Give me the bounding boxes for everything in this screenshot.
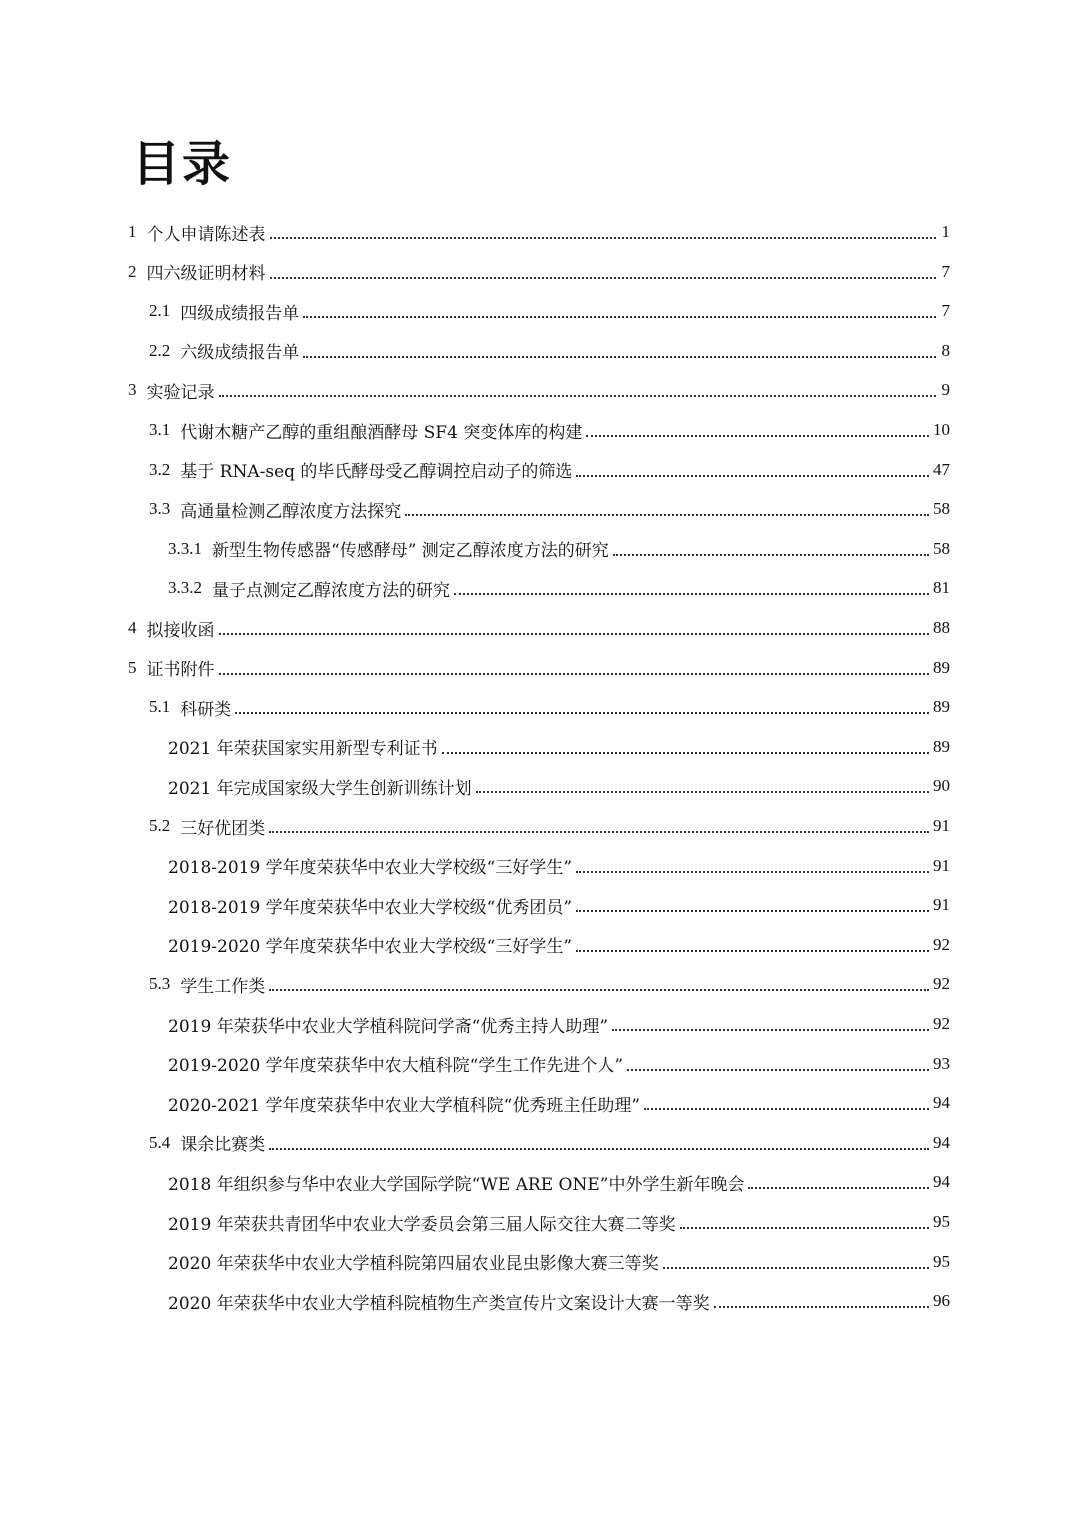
toc-dot-leader <box>269 831 929 833</box>
toc-entry[interactable] <box>168 1004 950 1044</box>
toc-dot-leader <box>269 989 929 991</box>
toc-entry-page-number: 88 <box>933 618 950 637</box>
toc-entry-label: 2020 年荣获华中农业大学植科院第四届农业昆虫影像大赛三等奖 <box>168 1254 659 1275</box>
toc-entry[interactable] <box>149 331 950 371</box>
toc-entry-page-number: 95 <box>933 1212 950 1231</box>
toc-entry-label: 2019 年荣获华中农业大学植科院问学斋“优秀主持人助理” <box>168 1016 609 1037</box>
toc-entry[interactable] <box>149 291 950 331</box>
toc-entry[interactable] <box>128 608 950 648</box>
toc-entry-number: 5.1 <box>149 697 171 717</box>
toc-entry-page-number: 92 <box>933 1014 950 1033</box>
toc-entry-number: 3.3.1 <box>168 538 202 558</box>
toc-entry-number: 2.2 <box>149 340 171 360</box>
toc-entry-number: 4 <box>128 618 137 637</box>
toc-dot-leader <box>476 791 929 793</box>
toc-entry-page-number: 94 <box>933 1172 950 1192</box>
toc-entry-number: 1 <box>128 222 137 241</box>
toc-entry-page-number: 58 <box>933 499 950 519</box>
toc-entry-page-number: 7 <box>941 301 950 321</box>
toc-entry-number: 3.3 <box>149 499 171 519</box>
toc-entry[interactable] <box>168 885 950 925</box>
toc-entry-page-number: 92 <box>933 974 950 994</box>
toc-dot-leader <box>219 395 937 397</box>
toc-dot-leader <box>219 673 930 675</box>
toc-entry-page-number: 81 <box>933 578 950 598</box>
toc-entry-page-number: 7 <box>941 261 950 281</box>
toc-entry[interactable] <box>168 766 950 806</box>
toc-dot-leader <box>680 1227 929 1229</box>
toc-entry-label: 拟接收函 <box>146 620 215 641</box>
toc-entry-number: 5.4 <box>149 1132 171 1152</box>
toc-entry[interactable] <box>168 1083 950 1123</box>
toc-dot-leader <box>612 1029 929 1031</box>
toc-entry[interactable] <box>168 1162 950 1202</box>
toc-entry-label: 代谢木糖产乙醇的重组酿酒酵母 SF4 突变体库的构建 <box>180 422 583 443</box>
toc-entry-number: 3 <box>128 380 137 400</box>
toc-entry-label: 量子点测定乙醇浓度方法的研究 <box>212 580 450 601</box>
toc-dot-leader <box>270 277 937 279</box>
toc-entry-label: 2018-2019 学年度荣获华中农业大学校级“优秀团员” <box>168 897 573 918</box>
toc-entry[interactable] <box>128 212 950 252</box>
toc-entry-number: 3.1 <box>149 420 171 439</box>
toc-dot-leader <box>454 593 929 595</box>
toc-entry[interactable] <box>128 252 950 292</box>
toc-entry[interactable] <box>149 806 950 846</box>
toc-entry-label: 四六级证明材料 <box>146 264 266 285</box>
toc-entry-label: 2021 年完成国家级大学生创新训练计划 <box>168 778 472 799</box>
toc-dot-leader <box>576 950 929 952</box>
toc-entry-number: 3.2 <box>149 459 171 479</box>
toc-entry-page-number: 92 <box>933 934 950 954</box>
toc-entry[interactable] <box>149 410 950 450</box>
toc-entry-page-number: 91 <box>933 855 950 875</box>
toc-entry-page-number: 91 <box>933 816 950 835</box>
toc-dot-leader <box>576 475 929 477</box>
toc-entry-label: 课余比赛类 <box>180 1135 266 1156</box>
toc-dot-leader <box>576 910 929 912</box>
toc-entry-number: 5 <box>128 657 137 677</box>
toc-entry-label: 基于 RNA-seq 的毕氏酵母受乙醇调控启动子的筛选 <box>180 462 573 483</box>
toc-dot-leader <box>235 712 929 714</box>
toc-entry[interactable] <box>168 1044 950 1084</box>
toc-entry-page-number: 9 <box>941 380 950 400</box>
toc-entry-page-number: 96 <box>933 1291 950 1311</box>
toc-entry-page-number: 89 <box>933 657 950 677</box>
toc-entry-page-number: 89 <box>933 697 950 717</box>
toc-entry-number: 5.2 <box>149 816 171 835</box>
toc-entry-label: 2020-2021 学年度荣获华中农业大学植科院“优秀班主任助理” <box>168 1095 641 1116</box>
toc-entry-label: 2019-2020 学年度荣获华中农业大学校级“三好学生” <box>168 937 573 958</box>
toc-dot-leader <box>442 752 929 754</box>
toc-entry-number: 2 <box>128 261 137 281</box>
toc-entry-page-number: 8 <box>941 340 950 360</box>
toc-entry-page-number: 1 <box>941 222 950 241</box>
toc-entry-label: 高通量检测乙醇浓度方法探究 <box>180 501 402 522</box>
toc-entry-label: 2019 年荣获共青团华中农业大学委员会第三届人际交往大赛二等奖 <box>168 1214 676 1235</box>
toc-entry-label: 2021 年荣获国家实用新型专利证书 <box>168 739 438 760</box>
toc-entry[interactable] <box>149 450 950 490</box>
toc-entry-page-number: 91 <box>933 895 950 915</box>
toc-entry-number: 5.3 <box>149 974 171 994</box>
toc-entry-label: 学生工作类 <box>180 976 266 997</box>
toc-entry[interactable] <box>149 964 950 1004</box>
toc-dot-leader <box>270 237 937 239</box>
toc-dot-leader <box>219 633 930 635</box>
toc-entry-label: 科研类 <box>180 699 232 720</box>
toc-entry-label: 实验记录 <box>146 382 215 403</box>
toc-dot-leader <box>627 1069 929 1071</box>
toc-entry-number: 3.3.2 <box>168 578 202 598</box>
toc-dot-leader <box>644 1108 929 1110</box>
toc-entry-label: 2018-2019 学年度荣获华中农业大学校级“三好学生” <box>168 858 573 879</box>
toc-entry[interactable] <box>168 529 950 569</box>
toc-dot-leader <box>303 316 936 318</box>
toc-entry-label: 2019-2020 学年度荣获华中农大植科院“学生工作先进个人” <box>168 1056 624 1077</box>
toc-entry[interactable] <box>149 1123 950 1163</box>
toc-entry-page-number: 10 <box>933 420 950 439</box>
toc-entry-label: 六级成绩报告单 <box>180 343 300 364</box>
toc-entry-page-number: 93 <box>933 1053 950 1073</box>
toc-entry-label: 新型生物传感器“传感酵母” 测定乙醇浓度方法的研究 <box>212 541 609 562</box>
toc-entry[interactable] <box>128 370 950 410</box>
toc-dot-leader <box>663 1267 929 1269</box>
toc-dot-leader <box>714 1306 929 1308</box>
toc-entry-label: 四级成绩报告单 <box>180 303 300 324</box>
toc-entry-page-number: 95 <box>933 1251 950 1271</box>
toc-dot-leader <box>613 554 929 556</box>
toc-entry-page-number: 89 <box>933 736 950 756</box>
toc-dot-leader <box>405 514 929 516</box>
toc-dot-leader <box>576 871 929 873</box>
page-title: 目录 <box>132 136 233 192</box>
toc-entry[interactable] <box>168 846 950 886</box>
toc-entry-label: 2020 年荣获华中农业大学植科院植物生产类宣传片文案设计大赛一等奖 <box>168 1293 710 1314</box>
toc-dot-leader <box>586 435 929 437</box>
toc-entry-page-number: 94 <box>933 1132 950 1152</box>
toc-entry-label: 证书附件 <box>146 660 215 681</box>
toc-entry[interactable] <box>168 1281 950 1321</box>
toc-entry[interactable] <box>149 489 950 529</box>
toc-entry-label: 个人申请陈述表 <box>146 224 266 245</box>
toc-entry[interactable] <box>168 1202 950 1242</box>
toc-entry[interactable] <box>168 727 950 767</box>
toc-entry[interactable] <box>128 648 950 688</box>
toc-entry-page-number: 90 <box>933 776 950 796</box>
toc-entry[interactable] <box>168 568 950 608</box>
toc-dot-leader <box>269 1148 929 1150</box>
toc-entry-label: 三好优团类 <box>180 818 266 839</box>
toc-entry-label: 2018 年组织参与华中农业大学国际学院“WE ARE ONE”中外学生新年晚会 <box>168 1174 745 1195</box>
toc-entry-page-number: 47 <box>933 459 950 479</box>
toc-dot-leader <box>303 356 936 358</box>
toc-entry[interactable] <box>149 687 950 727</box>
toc-entry[interactable] <box>168 925 950 965</box>
toc-entry-number: 2.1 <box>149 301 171 321</box>
toc-entry-page-number: 58 <box>933 538 950 558</box>
toc-entry[interactable] <box>168 1242 950 1282</box>
toc-dot-leader <box>748 1187 929 1189</box>
toc-entry-page-number: 94 <box>933 1093 950 1113</box>
